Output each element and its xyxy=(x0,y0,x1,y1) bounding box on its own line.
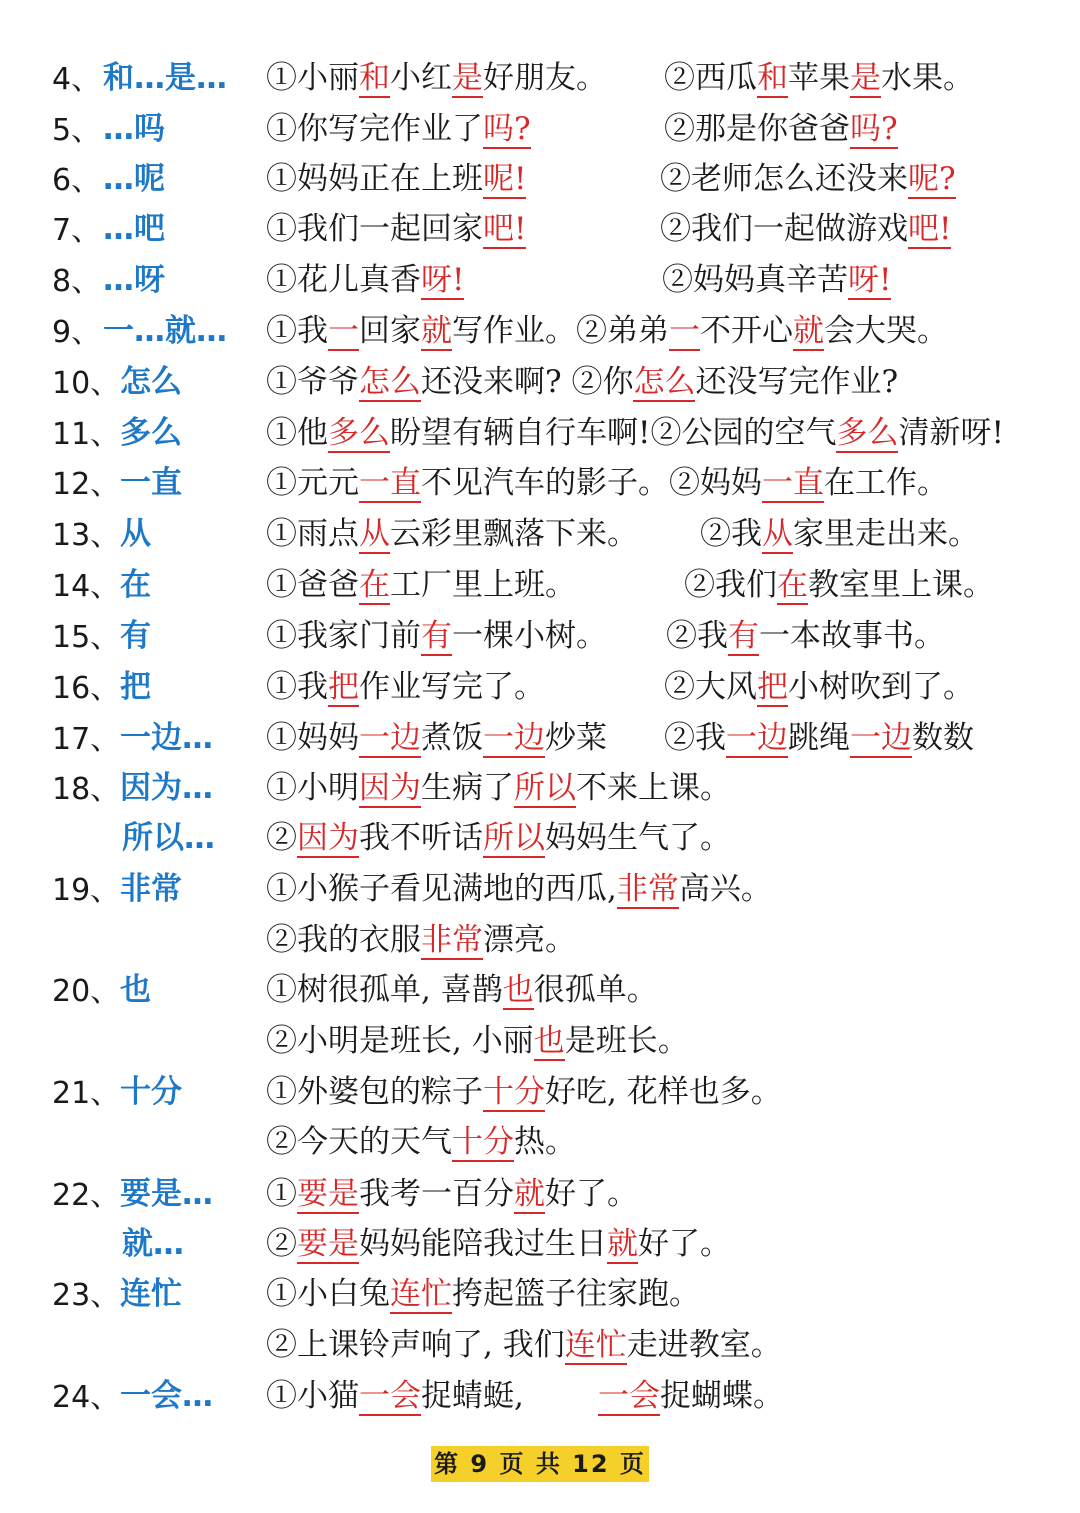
sentence-text: ①小丽 xyxy=(266,60,359,96)
sentence-text: ①爸爸 xyxy=(266,567,359,603)
sentence-row xyxy=(0,1218,1080,1268)
highlighted-word: 呀! xyxy=(848,262,892,298)
example-sentence-2 xyxy=(664,661,974,706)
keyword-label: 要是… xyxy=(120,1176,213,1212)
sentence-row xyxy=(0,508,1080,558)
sentence-text: 捉蜻蜓, xyxy=(421,1378,524,1414)
sentence-text: 煮饭 xyxy=(421,720,483,756)
highlighted-word: 呢? xyxy=(908,161,956,197)
highlighted-word: 也 xyxy=(502,972,534,1008)
keyword-label: 把 xyxy=(120,669,151,705)
item-number: 15、 xyxy=(52,620,121,655)
sentence-row xyxy=(0,407,1080,457)
sentence-text: 水果。 xyxy=(881,60,974,96)
sentence-text: 不见汽车的影子。②妈妈 xyxy=(421,465,762,501)
highlighted-word: 吧! xyxy=(483,211,527,247)
sentence-text: ②我 xyxy=(664,720,726,756)
sentence-text: 漂亮。 xyxy=(483,922,576,958)
example-sentence-1 xyxy=(266,153,526,198)
sentence-text: 盼望有辆自行车啊!②公园的空气 xyxy=(390,415,837,451)
highlighted-word: 有 xyxy=(728,618,759,654)
highlighted-word: 就 xyxy=(607,1226,638,1262)
highlighted-word: 就 xyxy=(793,313,824,349)
sentence-row xyxy=(0,610,1080,660)
sentence-text: ②上课铃声响了, 我们 xyxy=(266,1327,565,1363)
sentence-text: 我不听话 xyxy=(359,820,483,856)
sentence-text: 数数 xyxy=(912,720,974,756)
sentence-text: 妈妈生气了。 xyxy=(545,820,731,856)
sentence-text: 小红 xyxy=(390,60,452,96)
example-sentence-1 xyxy=(266,254,464,299)
item-number: 10、 xyxy=(52,366,121,401)
item-number: 18、 xyxy=(52,772,121,807)
sentence-row xyxy=(0,457,1080,507)
example-sentence-1 xyxy=(266,52,607,97)
sentence-text: ①外婆包的粽子 xyxy=(266,1074,483,1110)
sentence-text: ②大风 xyxy=(664,669,757,705)
sentence-text: ①花儿真香 xyxy=(266,262,421,298)
highlighted-word: 一会 xyxy=(359,1378,421,1414)
sentence-row xyxy=(0,762,1080,812)
keyword-label: 所以… xyxy=(122,820,215,856)
sentence-text: ①树很孤单, 喜鹊 xyxy=(266,972,503,1008)
sentence-row xyxy=(0,1015,1080,1065)
example-sentence-2 xyxy=(660,153,956,198)
sentence-text: 小树吹到了。 xyxy=(788,669,974,705)
keyword-label: …呢 xyxy=(103,161,165,197)
item-number: 24、 xyxy=(52,1380,121,1415)
highlighted-word: 也 xyxy=(533,1023,565,1059)
item-number: 4、 xyxy=(52,62,102,97)
example-sentence-1 xyxy=(266,712,607,757)
keyword-label: 一边… xyxy=(120,720,213,756)
example-sentence-1 xyxy=(266,661,545,706)
sentence-text: 好朋友。 xyxy=(483,60,607,96)
item-number: 22、 xyxy=(52,1178,121,1213)
sentence-text: ①小明 xyxy=(266,770,359,806)
item-number: 7、 xyxy=(52,213,102,248)
sentence-text: 生病了 xyxy=(421,770,514,806)
highlighted-word: 连忙 xyxy=(390,1276,452,1312)
sentence-text: 作业写完了。 xyxy=(359,669,545,705)
highlighted-word: 因为 xyxy=(297,820,359,856)
sentence-text: 不来上课。 xyxy=(576,770,731,806)
sentence-row xyxy=(0,712,1080,762)
example-sentence-1 xyxy=(266,1370,524,1415)
highlighted-word: 一直 xyxy=(359,465,421,501)
example-sentence-1 xyxy=(266,203,526,248)
example-sentence-1 xyxy=(266,1168,638,1213)
sentence-text: ②我 xyxy=(666,618,728,654)
highlighted-word: 连忙 xyxy=(564,1327,627,1363)
highlighted-word: 所以 xyxy=(483,820,545,856)
highlighted-word: 就 xyxy=(421,313,452,349)
highlighted-word: 吗? xyxy=(850,111,898,147)
example-sentence-1 xyxy=(266,407,1004,452)
highlighted-word: 一直 xyxy=(762,465,824,501)
highlighted-word: 因为 xyxy=(359,770,421,806)
highlighted-word: 是 xyxy=(452,60,483,96)
sentence-text: ②我们 xyxy=(684,567,777,603)
sentence-text: ①妈妈 xyxy=(266,720,359,756)
sentence-row xyxy=(0,812,1080,862)
example-sentence-1 xyxy=(266,1116,576,1161)
sentence-text: ①爷爷 xyxy=(266,364,359,400)
sentence-text: ② xyxy=(266,820,297,856)
sentence-text: 会大哭。 xyxy=(824,313,948,349)
sentence-row xyxy=(0,1066,1080,1116)
keyword-label: 多么 xyxy=(120,415,182,451)
sentence-text: 不开心 xyxy=(700,313,793,349)
sentence-row xyxy=(0,356,1080,406)
highlighted-word: 是 xyxy=(850,60,881,96)
sentence-row xyxy=(0,103,1080,153)
sentence-text: ①我们一起回家 xyxy=(266,211,483,247)
sentence-text: 一本故事书。 xyxy=(759,618,945,654)
keyword-label: …呀 xyxy=(103,262,165,298)
sentence-text: 云彩里飘落下来。 xyxy=(390,516,638,552)
item-number: 23、 xyxy=(52,1278,121,1313)
page-number-badge: 第 9 页 共 12 页 xyxy=(431,1446,649,1482)
sentence-text: ①雨点 xyxy=(266,516,359,552)
keyword-label: 十分 xyxy=(120,1074,182,1110)
highlighted-word: 有 xyxy=(421,618,452,654)
sentence-row xyxy=(0,863,1080,913)
highlighted-word: 把 xyxy=(328,669,359,705)
highlighted-word: 从 xyxy=(762,516,793,552)
sentence-text: 热。 xyxy=(514,1124,576,1160)
sentence-text: 很孤单。 xyxy=(533,972,658,1008)
sentence-text: 教室里上课。 xyxy=(808,567,994,603)
sentence-row xyxy=(0,203,1080,253)
example-sentence-2 xyxy=(664,52,974,97)
keyword-label: …吗 xyxy=(103,111,165,147)
keyword-label: 有 xyxy=(120,618,151,654)
sentence-row xyxy=(0,254,1080,304)
sentence-row xyxy=(0,964,1080,1014)
example-sentence-1 xyxy=(266,356,898,401)
item-number: 5、 xyxy=(52,113,102,148)
keyword-label: 连忙 xyxy=(120,1276,182,1312)
example-sentence-2 xyxy=(664,103,898,148)
sentence-text: 炒菜 xyxy=(545,720,607,756)
highlighted-word: 从 xyxy=(359,516,390,552)
sentence-row xyxy=(0,914,1080,964)
sentence-text: ②我们一起做游戏 xyxy=(660,211,908,247)
highlighted-word: 在 xyxy=(359,567,390,603)
item-number: 6、 xyxy=(52,163,102,198)
item-number: 19、 xyxy=(52,873,121,908)
example-sentence-1 xyxy=(266,812,731,857)
sentence-text: ①小猴子看见满地的西瓜, xyxy=(266,871,617,907)
sentence-text: 好了。 xyxy=(638,1226,731,1262)
sentence-text: 捉蝴蝶。 xyxy=(660,1378,784,1414)
item-number: 11、 xyxy=(52,417,121,452)
sentence-text: ①我 xyxy=(266,313,328,349)
highlighted-word: 多么 xyxy=(328,415,390,451)
sentence-text: 在工作。 xyxy=(824,465,948,501)
keyword-label: 从 xyxy=(120,516,151,552)
keyword-label: 也 xyxy=(120,972,151,1008)
highlighted-word: 十分 xyxy=(483,1074,545,1110)
sentence-text: 写作业。②弟弟 xyxy=(452,313,669,349)
sentence-text: 跳绳 xyxy=(788,720,850,756)
sentence-text: 工厂里上班。 xyxy=(390,567,576,603)
example-sentence-1 xyxy=(266,1268,700,1313)
example-sentence-2 xyxy=(598,1370,784,1415)
example-sentence-2 xyxy=(660,203,951,248)
highlighted-word: 呢! xyxy=(483,161,527,197)
highlighted-word: 所以 xyxy=(514,770,576,806)
keyword-label: 怎么 xyxy=(120,364,182,400)
sentence-text: 还没写完作业? xyxy=(695,364,899,400)
example-sentence-2 xyxy=(684,559,994,604)
example-sentence-1 xyxy=(266,914,576,959)
highlighted-word: 在 xyxy=(777,567,808,603)
highlighted-word: 一边 xyxy=(483,720,545,756)
example-sentence-1 xyxy=(266,1218,731,1263)
sentence-text: 好吃, 花样也多。 xyxy=(545,1074,782,1110)
highlighted-word: 和 xyxy=(359,60,390,96)
highlighted-word: 一会 xyxy=(598,1378,660,1414)
highlighted-word: 怎么 xyxy=(359,364,421,400)
item-number: 12、 xyxy=(52,467,121,502)
example-sentence-1 xyxy=(266,305,948,350)
keyword-label: 和…是… xyxy=(103,60,227,96)
sentence-text: 一棵小树。 xyxy=(452,618,607,654)
keyword-label: 在 xyxy=(120,567,151,603)
highlighted-word: 一 xyxy=(328,313,359,349)
sentence-text: ①你写完作业了 xyxy=(266,111,483,147)
highlighted-word: 吧! xyxy=(908,211,952,247)
sentence-text: ②今天的天气 xyxy=(266,1124,452,1160)
sentence-row xyxy=(0,1319,1080,1369)
sentence-row xyxy=(0,153,1080,203)
sentence-text: ②妈妈真辛苦 xyxy=(662,262,848,298)
keyword-label: 因为… xyxy=(120,770,213,806)
keyword-label: 就… xyxy=(122,1226,184,1262)
example-sentence-1 xyxy=(266,863,772,908)
example-sentence-2 xyxy=(666,610,945,655)
highlighted-word: 一 xyxy=(669,313,700,349)
sentence-text: 挎起篮子往家跑。 xyxy=(452,1276,700,1312)
sentence-text: ②我 xyxy=(700,516,762,552)
highlighted-word: 和 xyxy=(757,60,788,96)
highlighted-word: 怎么 xyxy=(633,364,696,400)
sentence-text: ①小猫 xyxy=(266,1378,359,1414)
item-number: 21、 xyxy=(52,1076,121,1111)
example-sentence-1 xyxy=(266,1066,782,1111)
sentence-text: 妈妈能陪我过生日 xyxy=(359,1226,607,1262)
example-sentence-1 xyxy=(266,508,638,553)
sentence-row xyxy=(0,661,1080,711)
highlighted-word: 多么 xyxy=(836,415,899,451)
example-sentence-1 xyxy=(266,964,658,1009)
highlighted-word: 吗? xyxy=(483,111,531,147)
item-number: 8、 xyxy=(52,264,102,299)
sentence-row xyxy=(0,559,1080,609)
item-number: 20、 xyxy=(52,974,121,1009)
sentence-text: 是班长。 xyxy=(564,1023,689,1059)
keyword-label: 非常 xyxy=(120,871,182,907)
highlighted-word: 非常 xyxy=(421,922,483,958)
highlighted-word: 就 xyxy=(514,1176,545,1212)
sentence-text: ② xyxy=(266,1226,297,1262)
example-sentence-1 xyxy=(266,762,731,807)
example-sentence-2 xyxy=(662,254,891,299)
sentence-text: ①我家门前 xyxy=(266,618,421,654)
sentence-text: ① xyxy=(266,1176,297,1212)
keyword-label: 一会… xyxy=(120,1378,213,1414)
sentence-text: 走进教室。 xyxy=(626,1327,782,1363)
sentence-text: 我考一百分 xyxy=(359,1176,514,1212)
highlighted-word: 一边 xyxy=(726,720,788,756)
sentence-text: 清新呀! xyxy=(898,415,1004,451)
sentence-text: ②那是你爸爸 xyxy=(664,111,850,147)
example-sentence-2 xyxy=(664,712,974,757)
sentence-row xyxy=(0,305,1080,355)
sentence-row xyxy=(0,1268,1080,1318)
sentence-text: 家里走出来。 xyxy=(793,516,979,552)
sentence-row xyxy=(0,52,1080,102)
highlighted-word: 呀! xyxy=(421,262,465,298)
example-sentence-2 xyxy=(700,508,979,553)
sentence-text: ①元元 xyxy=(266,465,359,501)
item-number: 16、 xyxy=(52,671,121,706)
keyword-label: 一…就… xyxy=(103,313,227,349)
sentence-row xyxy=(0,1116,1080,1166)
highlighted-word: 非常 xyxy=(616,871,679,907)
sentence-text: 还没来啊? ②你 xyxy=(421,364,634,400)
sentence-text: ①他 xyxy=(266,415,328,451)
sentence-text: ①妈妈正在上班 xyxy=(266,161,483,197)
highlighted-word: 十分 xyxy=(452,1124,514,1160)
highlighted-word: 一边 xyxy=(850,720,912,756)
sentence-text: ②我的衣服 xyxy=(266,922,421,958)
item-number: 17、 xyxy=(52,722,121,757)
sentence-text: ②老师怎么还没来 xyxy=(660,161,908,197)
example-sentence-1 xyxy=(266,559,576,604)
sentence-text: 高兴。 xyxy=(678,871,772,907)
item-number: 14、 xyxy=(52,569,121,604)
sentence-text: ②西瓜 xyxy=(664,60,757,96)
example-sentence-1 xyxy=(266,1015,689,1060)
highlighted-word: 把 xyxy=(757,669,788,705)
keyword-label: 一直 xyxy=(120,465,182,501)
sentence-text: 苹果 xyxy=(788,60,850,96)
item-number: 13、 xyxy=(52,518,121,553)
example-sentence-1 xyxy=(266,1319,782,1364)
sentence-text: 回家 xyxy=(359,313,421,349)
highlighted-word: 一边 xyxy=(359,720,421,756)
sentence-text: 好了。 xyxy=(545,1176,638,1212)
sentence-row xyxy=(0,1370,1080,1420)
item-number: 9、 xyxy=(52,315,102,350)
example-sentence-1 xyxy=(266,103,531,148)
sentence-text: ①我 xyxy=(266,669,328,705)
sentence-text: ①小白兔 xyxy=(266,1276,390,1312)
example-sentence-1 xyxy=(266,610,607,655)
highlighted-word: 要是 xyxy=(297,1226,359,1262)
sentence-text: ②小明是班长, 小丽 xyxy=(266,1023,534,1059)
keyword-label: …吧 xyxy=(103,211,165,247)
example-sentence-1 xyxy=(266,457,948,502)
sentence-row xyxy=(0,1168,1080,1218)
highlighted-word: 要是 xyxy=(297,1176,359,1212)
